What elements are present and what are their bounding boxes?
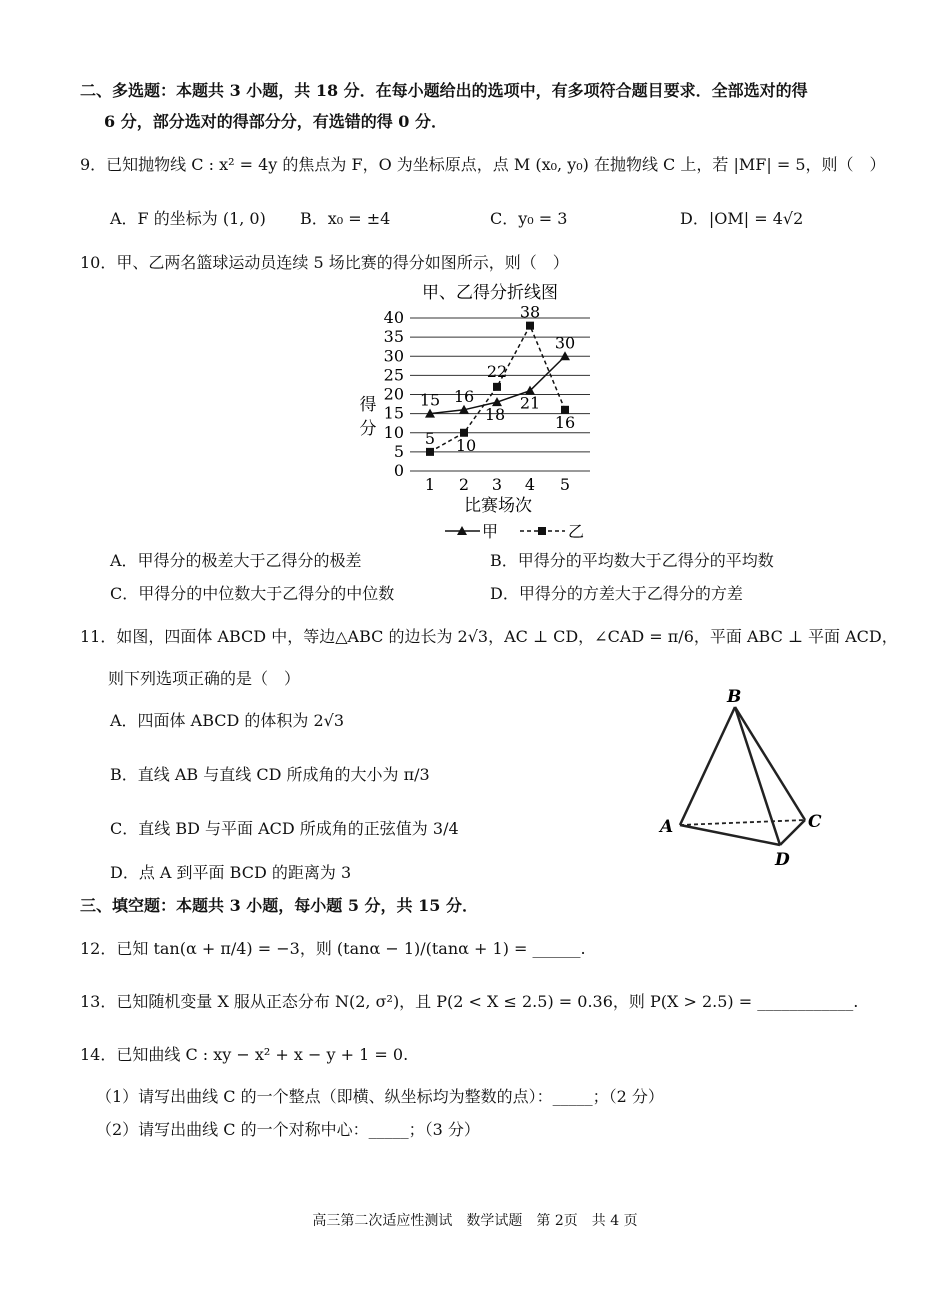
data-point-yi [426,448,434,456]
x-tick-label: 3 [491,475,503,494]
data-label: 30 [554,333,576,353]
data-label: 38 [519,302,541,322]
y-tick-label: 20 [383,384,404,404]
section3-heading: 三、填空题：本题共 3 小题，每小题 5 分，共 15 分． [80,896,478,915]
data-label: 22 [486,361,508,381]
q12-text: 12．已知 tan(α + π/4) = −3，则 (tanα − 1)/(tanα + 1) = ______. [80,939,586,958]
q14-part1: （1）请写出曲线 C 的一个整点（即横、纵坐标均为整数的点）：_____；（2 分） [96,1087,664,1106]
chart-xlabel: 比赛场次 [464,496,532,516]
q11-option-b: B．直线 AB 与直线 CD 所成角的大小为 π/3 [110,765,430,784]
y-tick-label: 15 [383,403,404,423]
q10-option-a: A．甲得分的极差大于乙得分的极差 [110,551,362,570]
vertex-label-a: A [660,817,674,837]
q11-option-d: D．点 A 到平面 BCD 的距离为 3 [110,863,352,882]
y-tick-label: 35 [383,327,404,347]
y-tick-label: 0 [393,461,404,480]
chart-title: 甲、乙得分折线图 [422,283,558,303]
q11-stem-line2: 则下列选项正确的是（ ） [108,669,301,688]
x-tick-label: 4 [524,475,536,494]
chart-ylabel: 得分 [359,395,377,439]
data-label: 10 [455,435,477,455]
data-point-yi [493,383,501,391]
edge-cd [780,820,805,845]
y-tick-label: 40 [383,308,404,327]
q10-option-d: D．甲得分的方差大于乙得分的方差 [490,584,743,603]
legend-label-jia: 甲 [482,522,499,541]
x-tick-label: 1 [424,475,436,494]
y-tick-label: 30 [383,346,404,366]
q14-part2: （2）请写出曲线 C 的一个对称中心：_____；（3 分） [96,1120,480,1139]
legend-marker-yi [538,527,546,535]
x-tick-label: 5 [559,475,571,494]
chart-legend [445,522,584,541]
edge-ab [680,707,735,825]
q11-option-c: C．直线 BD 与平面 ACD 所成角的正弦值为 3/4 [110,819,459,838]
score-line-chart [340,278,620,544]
q9-option-a: A．F 的坐标为 (1, 0) [110,209,266,228]
data-label: 18 [484,405,506,425]
section2-heading-line2: 6 分，部分选对的得部分分，有选错的得 0 分． [104,112,447,131]
data-label: 5 [424,428,436,448]
q9-option-d: D．|OM| = 4√2 [680,209,804,228]
data-label: 21 [519,393,541,413]
data-point-yi [526,322,534,330]
edge-ac-dashed [680,820,805,825]
y-tick-label: 25 [383,365,404,385]
data-label: 16 [453,386,475,406]
y-tick-label: 5 [393,441,404,461]
tetrahedron-figure [655,685,835,870]
vertex-label-d: D [775,850,790,870]
q11-stem-line1: 11．如图，四面体 ABCD 中，等边△ABC 的边长为 2√3，AC ⊥ CD，∠CAD = π/6，平面 ABC ⊥ 平面 ACD， [80,627,898,646]
q9-option-c: C．y₀ = 3 [490,209,568,228]
data-label: 15 [419,390,441,410]
chart-y-ticks [384,308,404,480]
q9-option-b: B．x₀ = ±4 [300,209,391,228]
q10-option-b: B．甲得分的平均数大于乙得分的平均数 [490,551,774,570]
q11-option-a: A．四面体 ABCD 的体积为 2√3 [110,711,345,730]
q10-option-c: C．甲得分的中位数大于乙得分的中位数 [110,584,395,603]
edge-bc [735,707,805,820]
vertex-label-b: B [727,687,742,707]
q14-stem: 14．已知曲线 C : xy − x² + x − y + 1 = 0. [80,1045,409,1064]
chart-x-ticks [425,475,570,494]
x-tick-label: 2 [458,475,470,494]
data-label: 16 [554,412,576,432]
q9-stem: 9．已知抛物线 C : x² = 4y 的焦点为 F，O 为坐标原点，点 M (x₀, y₀) 在抛物线 C 上，若 |MF| = 5，则（ ） [80,155,886,174]
q10-stem: 10．甲、乙两名篮球运动员连续 5 场比赛的得分如图所示，则（ ） [80,253,569,272]
section2-heading-line1: 二、多选题：本题共 3 小题，共 18 分．在每小题给出的选项中，有多项符合题目要求．全部选对的得 [80,81,808,100]
legend-label-yi: 乙 [568,522,585,541]
q13-text: 13．已知随机变量 X 服从正态分布 N(2, σ²)，且 P(2 < X ≤ 2.5) = 0.36，则 P(X > 2.5) = ____________. [80,992,859,1011]
vertex-label-c: C [808,812,822,832]
y-tick-label: 10 [383,422,404,442]
edge-bd [735,707,780,845]
page-footer: 高三第二次适应性测试 数学试题 第 2页 共 4 页 [312,1213,638,1229]
edge-ad [680,825,780,845]
